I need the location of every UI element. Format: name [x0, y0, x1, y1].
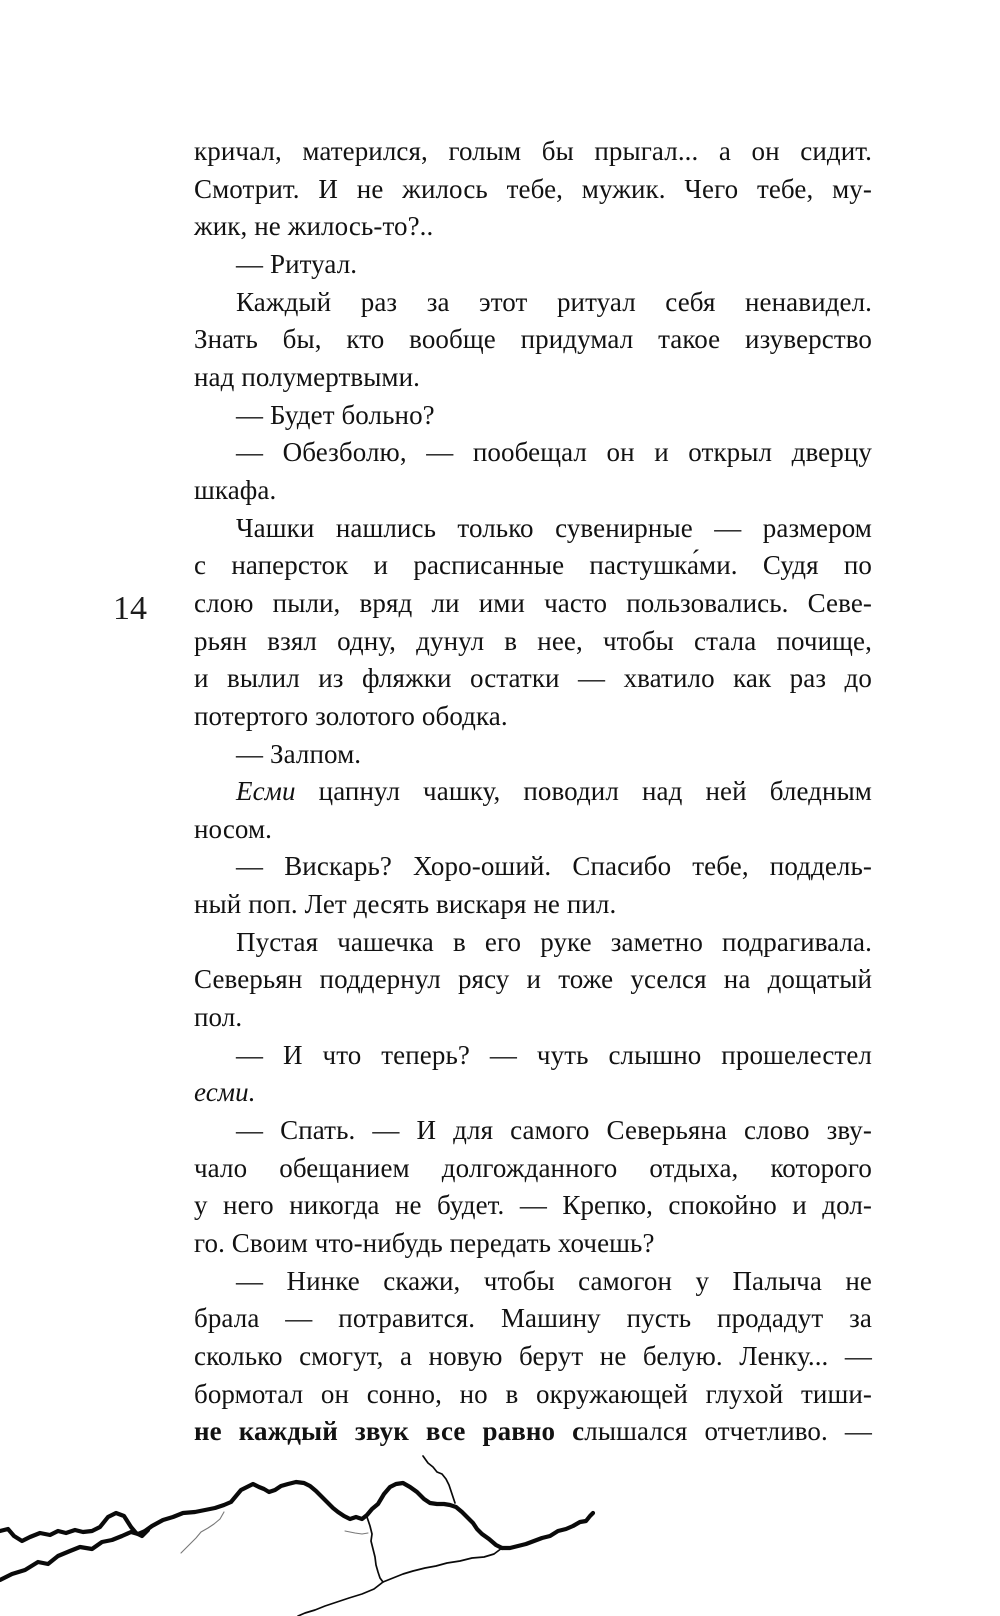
text-line [194, 133, 872, 171]
crack-diagonal-path [383, 1548, 502, 1582]
text-segment: го. Своим что-нибудь передать хочешь? [194, 1228, 655, 1259]
text-segment: ный поп. Лет десять вискаря не пил. [194, 889, 617, 920]
ridge-upper-left-path [0, 1513, 148, 1541]
crack-top-path [423, 1456, 455, 1503]
text-line [194, 547, 872, 585]
text-line [194, 246, 872, 284]
text-line [194, 773, 872, 811]
text-segment: — Спать. — И для самого Северьяна слово зву- [236, 1115, 872, 1146]
text-line [194, 397, 872, 435]
ridge-main-path [145, 1482, 502, 1548]
text-line [194, 1112, 872, 1150]
crack-vertical-path [367, 1517, 383, 1582]
text-segment: — Залпом. [236, 738, 362, 769]
text-line [194, 886, 872, 924]
text-segment: лышался отчетливо. — [584, 1416, 872, 1447]
text-segment: — Обезболю, — пообещал он и открыл дверцу [236, 437, 872, 468]
text-segment: — Нинке скажи, чтобы самогон у Палыча не [236, 1265, 872, 1296]
text-segment: цапнул чашку, поводил над ней бледным [295, 776, 872, 807]
text-segment: рьян взял одну, дунул в нее, чтобы стала почище, [194, 625, 872, 656]
text-line [194, 1187, 872, 1225]
text-segment: пол. [194, 1002, 243, 1033]
text-line [194, 208, 872, 246]
text-segment: — И что теперь? — чуть слышно прошелестел [236, 1039, 872, 1070]
text-segment: брала — потравится. Машину пусть продадут за [194, 1303, 872, 1334]
text-line [194, 999, 872, 1037]
text-segment: бормотал он сонно, но в окружающей глухой тиши- [194, 1378, 872, 1409]
text-segment: над полумертвыми. [194, 361, 421, 392]
text-segment: у него никогда не будет. — Крепко, спокойно и дол- [194, 1190, 872, 1221]
text-line [194, 961, 872, 999]
crack-faint-wisp-path [345, 1531, 368, 1534]
text-segment: Каждый раз за этот ритуал себя ненавидел. [236, 286, 872, 317]
text-segment: слою пыли, вряд ли ими часто пользовались. Севе- [194, 587, 872, 618]
text-line [194, 1225, 872, 1263]
text-segment: носом. [194, 813, 273, 844]
text-segment: Пустая чашечка в его руке заметно подрагивала. [236, 926, 872, 957]
text-line [194, 510, 872, 548]
text-line [194, 848, 872, 886]
text-segment: не каждый звук все равно с [194, 1416, 585, 1447]
text-line [194, 698, 872, 736]
crack-faint-branch-path [181, 1512, 224, 1553]
text-block [194, 133, 872, 1451]
text-line [194, 1338, 872, 1376]
text-segment: сколько смогут, а новую берут не белую. Ленку... — [194, 1341, 872, 1371]
page-number: 14 [113, 590, 147, 627]
text-segment: Есми [236, 776, 296, 807]
text-segment: Знать бы, кто вообще придумал такое изуверство [194, 324, 872, 355]
text-segment: — Вискарь? Хоро-оший. Спасибо тебе, поддель- [236, 851, 872, 882]
text-line [194, 623, 872, 661]
ridge-right-path [502, 1513, 593, 1548]
text-line [194, 1074, 872, 1112]
text-segment: — Ритуал. [236, 248, 358, 279]
text-segment: Чашки нашлись только сувенирные — размером [236, 512, 872, 543]
text-line [194, 171, 872, 209]
text-line [194, 811, 872, 849]
text-segment: шкафа. [194, 474, 277, 505]
text-line [194, 1263, 872, 1301]
text-line [194, 1150, 872, 1188]
crack-bottom-path [298, 1582, 383, 1616]
text-line [194, 321, 872, 359]
text-segment: Смотрит. И не жилось тебе, мужик. Чего тебе, му- [194, 173, 872, 204]
text-line [194, 585, 872, 623]
ridge-lower-left-path [0, 1531, 145, 1580]
text-line [194, 736, 872, 774]
text-line [194, 472, 872, 510]
text-line [194, 660, 872, 698]
text-segment: — Будет больно? [236, 399, 435, 430]
text-segment: потертого золотого ободка. [194, 700, 508, 731]
text-line [194, 284, 872, 322]
mountain-crack-illustration [0, 1440, 620, 1616]
text-segment: Северьян поддернул рясу и тоже уселся на дощатый [194, 964, 872, 995]
text-line [194, 1037, 872, 1075]
text-segment: жик, не жилось-то?.. [194, 211, 434, 242]
text-line [194, 924, 872, 962]
text-segment: чало обещанием долгожданного отдыха, которого [194, 1152, 872, 1183]
text-segment: есми. [194, 1077, 256, 1108]
text-line [194, 1376, 872, 1414]
text-segment: и вылил из фляжки остатки — хватило как раз до [194, 663, 872, 694]
text-line [194, 359, 872, 397]
text-line [194, 1300, 872, 1338]
text-segment: с наперсток и расписанные пастушка́ми. Судя по [194, 550, 872, 581]
text-line [194, 434, 872, 472]
text-segment: кричал, матерился, голым бы прыгал... а он сидит. [194, 136, 872, 166]
